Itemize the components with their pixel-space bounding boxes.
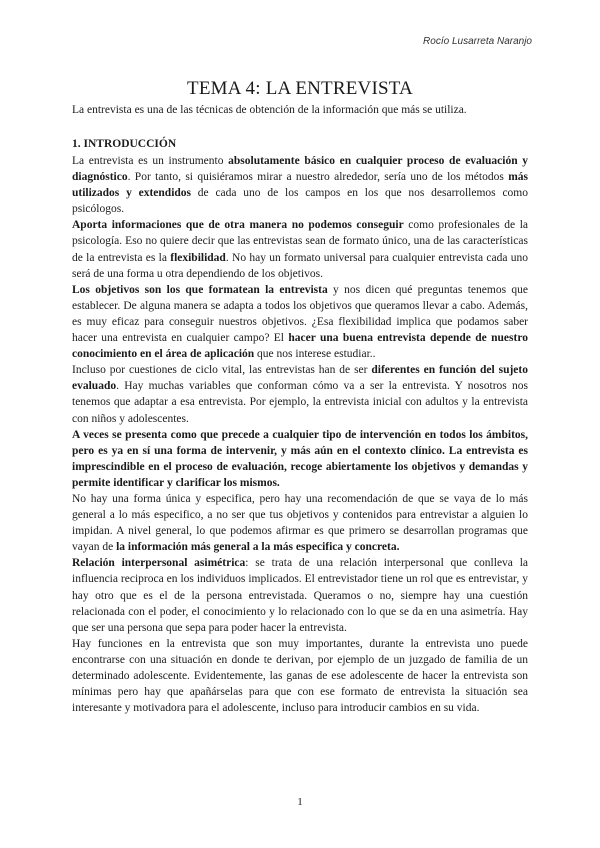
bold-text-run: absolutamente básico en cualquier proceso de evaluación y diagnóstico bbox=[72, 155, 528, 184]
bold-text-run: Relación interpersonal asimétrica bbox=[72, 557, 246, 570]
bold-text-run: A veces se presenta como que precede a cualquier tipo de intervención en todos los ámbitos, pero es ya en sí una forma de intervenir, y más aún en el contexto clínico. La entrevista es imprescindible en el proceso de evaluación, recoge abiertamente los objetivos y demandas y permite identificar y clarificar los mismos. bbox=[72, 428, 528, 489]
text-run: . No hay un formato universal para cualquier entrevista cada uno será de una forma u otra dependiendo de los objetivos. bbox=[72, 251, 528, 280]
text-run: Incluso por cuestiones de ciclo vital, las entrevistas han de ser bbox=[72, 364, 372, 377]
bold-text-run: Aporta informaciones que de otra manera no podemos conseguir bbox=[72, 219, 404, 232]
text-run: de cada uno de los campos en los que nos desarrollemos como psicólogos. bbox=[72, 187, 528, 216]
body-paragraph bbox=[72, 636, 528, 716]
text-run: . Por tanto, si quisiéramos mirar a nuestro alrededor, sería uno de los métodos bbox=[127, 171, 509, 184]
bold-text-run: flexibilidad bbox=[170, 251, 226, 264]
body-paragraph bbox=[72, 491, 528, 555]
bold-text-run: más utilizados y extendidos bbox=[72, 171, 528, 200]
bold-text-run: hacer una buena entrevista depende de nuestro conocimiento en el área de aplicación bbox=[72, 332, 528, 361]
body-paragraph bbox=[72, 427, 528, 491]
text-run: La entrevista es un instrumento bbox=[72, 155, 229, 167]
text-run: No hay una forma única y especifica, pero hay una recomendación de que se vaya de lo más general a lo más especifico, a no ser que tus objetivos y contenidos para entrevistar a alguien lo impidan. A nivel general, lo que podemos afirmar es que primero se desarrollan programas que vayan de bbox=[72, 492, 528, 554]
document-title: TEMA 4: LA ENTREVISTA bbox=[187, 78, 413, 99]
text-run: que nos interese estudiar.. bbox=[254, 348, 376, 361]
body-paragraph bbox=[72, 282, 528, 362]
body-paragraph bbox=[72, 555, 528, 635]
text-run: y nos dicen qué preguntas tenemos que establecer. De alguna manera se adapta a todos los objetivos que queramos llevar a cabo. Además, es muy eficaz para conseguir nuestros objetivos. ¿Esa flexibilidad implica que podamos saber hacer una entrevista en cualquier campo? El bbox=[72, 283, 528, 345]
section-heading: 1. INTRODUCCIÓN bbox=[72, 138, 177, 150]
body-paragraph bbox=[72, 153, 528, 217]
section-body bbox=[72, 153, 528, 716]
text-run: . Hay muchas variables que conforman cómo va a ser la entrevista. Y nosotros nos tenemos que adaptar a esa entrevista. Por ejemplo, la entrevista inicial con adultos y la entrevista con niños y adolescentes. bbox=[72, 380, 528, 425]
intro-text: La entrevista es una de las técnicas de obtención de la información que más se utiliza. bbox=[72, 104, 467, 116]
bold-text-run: Los objetivos son los que formatean la entrevista bbox=[72, 283, 328, 296]
author-header: Rocío Lusarreta Naranjo bbox=[423, 36, 532, 47]
text-run: Hay funciones en la entrevista que son muy importantes, durante la entrevista uno puede encontrarse con una situación en donde te derivan, por ejemplo de un juzgado de familia de un determinado adolescente. Evidentemente, las ganas de ese adolescente de hacer la entrevista son mínimas pero hay que apañárselas para que con ese formato de entrevista la situación sea interesante y motivadora para el adolescente, incluso para introducir cambios en su vida. bbox=[72, 637, 528, 715]
text-run: como profesionales de la psicología. Eso no quiere decir que las entrevistas sean de formato único, una de las características de la entrevista es la bbox=[72, 219, 528, 264]
page-number: 1 bbox=[297, 796, 303, 808]
bold-text-run: diferentes en función del sujeto evaluado bbox=[72, 364, 528, 393]
bold-text-run: la información más general a la más especifica y concreta. bbox=[116, 541, 400, 554]
body-paragraph bbox=[72, 217, 528, 281]
body-paragraph bbox=[72, 362, 528, 426]
text-run: : se trata de una relación interpersonal que conlleva la influencia reciproca en los individuos implicados. El entrevistador tiene un rol que es entrevistar, y hay otro que es el de la persona entrevistada. Queramos o no, siempre hay una cuestión relacionada con el poder, el conocimiento y lo relacionado con lo que se da en una asimetría. Hay que ser una persona que sepa para poder hacer la entrevista. bbox=[72, 557, 528, 634]
